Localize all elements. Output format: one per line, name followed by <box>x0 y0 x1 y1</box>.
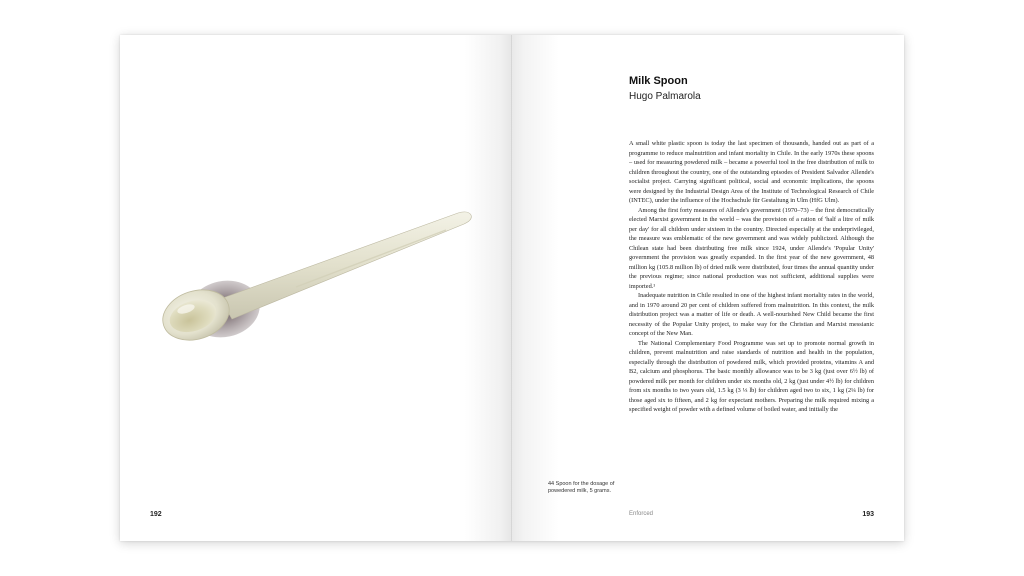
body-paragraph: Among the first forty measures of Allende's government (1970–73) – the first democratically elected Marxist government in the world – was the provision of a ration of 'half a litre of milk per day' for all children under sixteen in the country. Directed especially at the underprivileged, the measure was emblematic of the new government and was widely publicized. Although the Chilean state had been distributing free milk since 1924, under Allende's 'Popular Unity' government the provision was greatly expanded. In the first year of the new government, 48 million kg (105.8 million lb) of dried milk were distributed, four times the annual quantity under the previous regime; since national production was not sufficient, additional supplies were imported.¹ <box>629 206 874 290</box>
right-page-number: 193 <box>862 511 874 518</box>
milk-spoon-photo <box>146 203 476 353</box>
body-paragraph: Inadequate nutrition in Chile resulted in one of the highest infant mortality rates in the world, and in 1970 around 20 per cent of children suffered from malnutrition. In this context, the milk distribution project was a matter of life or death. A well-nourished New Child became the first necessity of the Popular Unity project, to make way for the Christian and Marxist messianic concept of the New Man. <box>629 292 874 337</box>
left-page-number: 192 <box>150 511 162 518</box>
open-book <box>120 35 904 541</box>
right-page <box>512 35 904 541</box>
body-paragraph: The National Complementary Food Programme was set up to promote normal growth in children, prevent malnutrition and raise standards of nutrition and health in the population, especially through the distribution of powdered milk, which provided proteins, vitamins A and B2, calcium and phosphorus. The basic monthly allowance was to be 3 kg (just over 6½ lb) of powdered milk per month for children under six months old, 2 kg (just under 4½ lb) for children from six months to two years old, 1.5 kg (3 ⅓ lb) for children aged two to six, 1 kg (2¼ lb) for those aged six to fifteen, and 2 kg for expectant mothers. Preparing the milk required mixing a specified weight of powder with a defined volume of boiled water, and initially the <box>629 339 874 413</box>
article-title: Milk Spoon <box>629 75 688 87</box>
body-paragraph: A small white plastic spoon is today the last specimen of thousands, handed out as part of a programme to reduce malnutrition and infant mortality in Chile. In the early 1970s these spoons – used for measuring powdered milk – became a powerful tool in the free distribution of milk to children throughout the country, one of the outstanding episodes of President Salvador Allende's socialist project. Carrying significant political, social and economic implications, the spoons were designed by the Industrial Design Area of the Institute of Technological Research of Chile (INTEC), under the influence of the Hochschule für Gestaltung in Ulm (HfG Ulm). <box>629 140 874 204</box>
figure-caption: 44 Spoon for the dosage of powedered milk, 5 grams. <box>548 481 615 494</box>
left-page <box>120 35 512 541</box>
article-author: Hugo Palmarola <box>629 91 701 102</box>
running-head: Enforced <box>629 511 654 517</box>
article-body <box>629 139 874 495</box>
